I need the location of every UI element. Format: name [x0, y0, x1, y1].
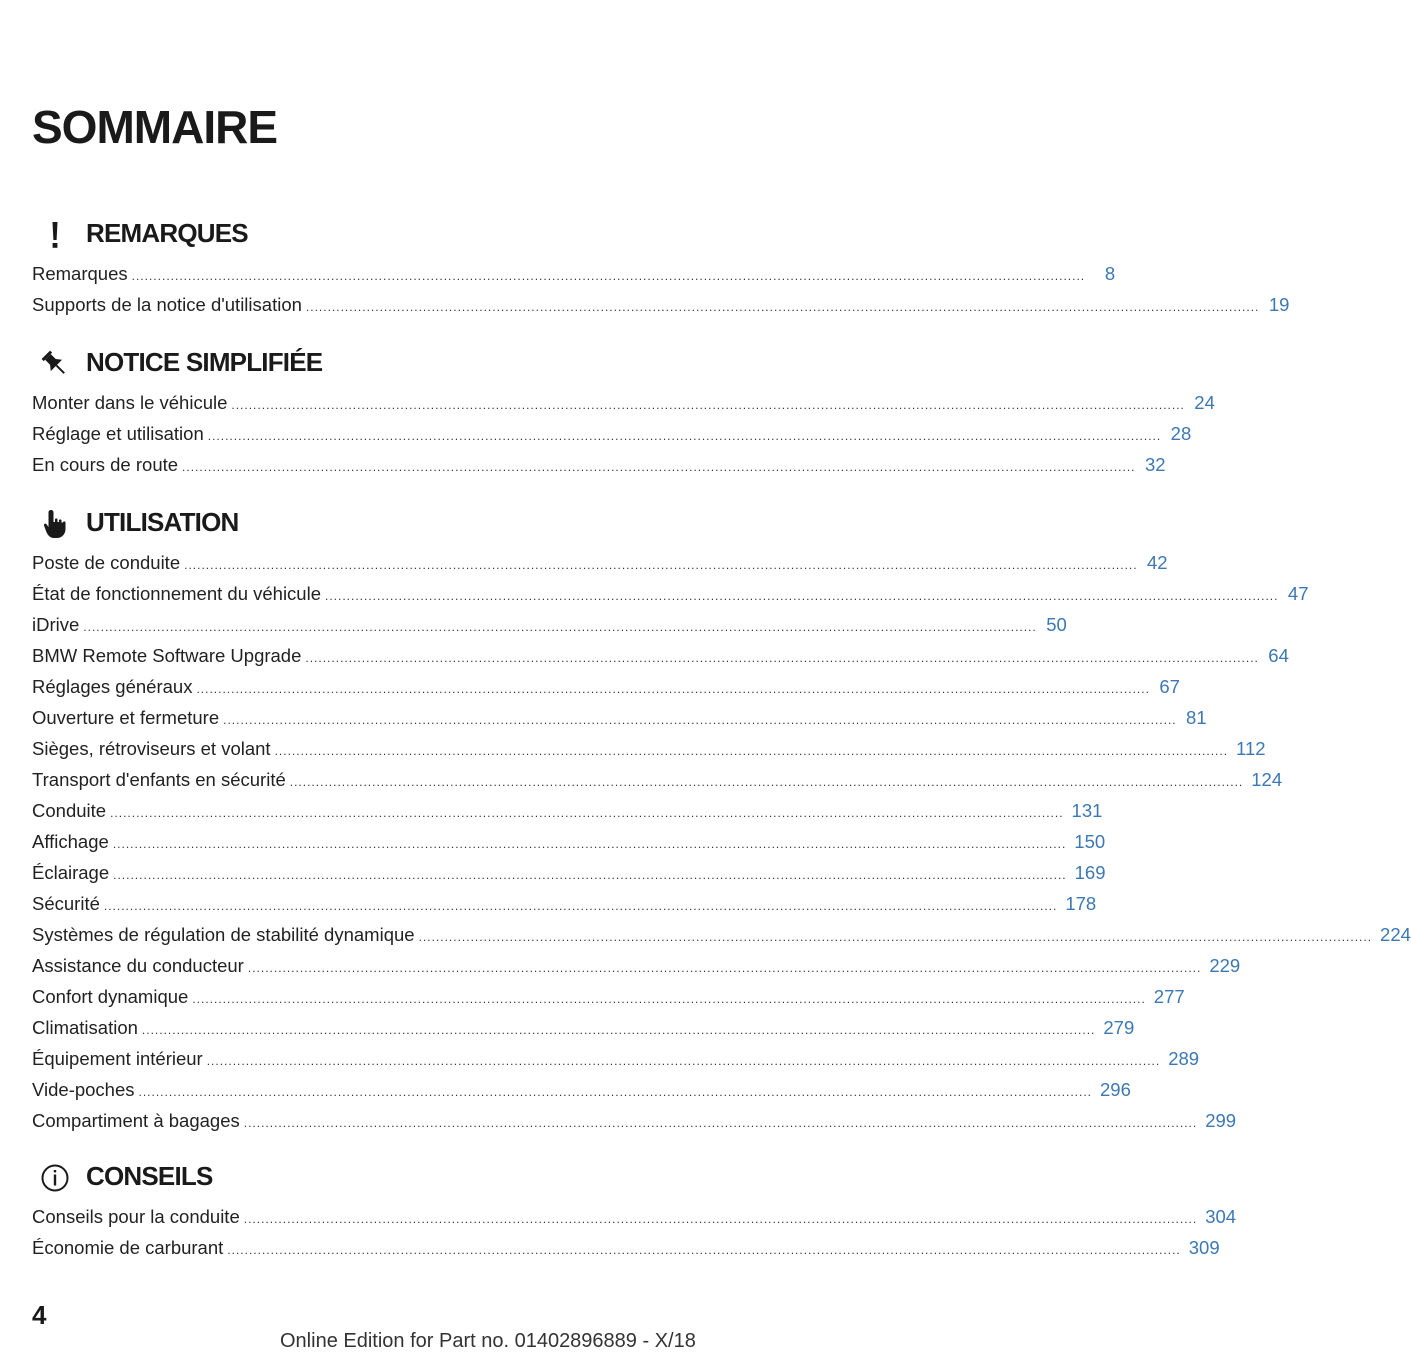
toc-entry-label: Assistance du conducteur — [32, 955, 244, 976]
toc-dot-leader: ............................................................................................................................................................................................................................ — [196, 682, 1150, 696]
toc-dot-leader: ............................................................................................................................................................................................................................ — [113, 868, 1067, 882]
toc-entry-label: Réglages généraux — [32, 676, 193, 697]
toc-entry[interactable] — [32, 258, 1116, 289]
toc-entry-label: Systèmes de régulation de stabilité dynamique — [32, 924, 415, 945]
section-header — [32, 343, 688, 387]
toc-dot-leader: ............................................................................................................................................................................................................................ — [112, 837, 1067, 851]
toc-dot-leader: ............................................................................................................................................................................................................................ — [227, 1243, 1181, 1257]
toc-dot-leader: ............................................................................................................................................................................................................................ — [305, 300, 1260, 314]
section-notice-simplifiee — [32, 343, 1215, 480]
toc-dot-leader: ............................................................................................................................................................................................................................ — [206, 1054, 1161, 1068]
toc-entry[interactable] — [32, 981, 1185, 1012]
toc-entry-page-link[interactable]: 309 — [1188, 1237, 1220, 1258]
toc-entry[interactable] — [32, 1074, 1131, 1105]
toc-entry-label: Supports de la notice d'utilisation — [32, 294, 302, 315]
toc-entry-label: Monter dans le véhicule — [32, 392, 228, 413]
toc-entry-page-link[interactable]: 8 — [1104, 263, 1116, 284]
toc-entry-label: Vide-poches — [32, 1079, 135, 1100]
toc-entry-label: Remarques — [32, 263, 128, 284]
toc-entry-label: Réglage et utilisation — [32, 423, 204, 444]
toc-entry[interactable] — [32, 888, 1097, 919]
toc-entry-page-link[interactable]: 178 — [1065, 893, 1097, 914]
toc-dot-leader: ............................................................................................................................................................................................................................ — [243, 1116, 1198, 1130]
section-title: NOTICE SIMPLIFIÉE — [86, 347, 323, 377]
toc-entry-page-link[interactable]: 50 — [1046, 614, 1067, 635]
toc-entry-label: Sécurité — [32, 893, 100, 914]
toc-entry-label: Équipement intérieur — [32, 1048, 203, 1069]
toc-entry-page-link[interactable]: 299 — [1205, 1110, 1237, 1131]
toc-entry-page-link[interactable]: 150 — [1074, 831, 1106, 852]
section-header — [32, 1157, 688, 1201]
toc-entry-page-link[interactable]: 67 — [1159, 676, 1180, 697]
toc-entry-label: État de fonctionnement du véhicule — [32, 583, 321, 604]
toc-entry-page-link[interactable]: 64 — [1268, 645, 1289, 666]
page-number: 4 — [32, 1300, 47, 1330]
toc-dot-leader: ............................................................................................................................................................................................................................ — [289, 775, 1244, 789]
toc-dot-leader: ............................................................................................................................................................................................................................ — [83, 620, 1037, 634]
toc-dot-leader: ............................................................................................................................................................................................................................ — [305, 651, 1259, 665]
toc-list — [32, 258, 1290, 320]
page-title: SOMMAIRE — [32, 101, 277, 153]
toc-entry[interactable] — [32, 609, 1067, 640]
toc-dot-leader: ............................................................................................................................................................................................................................ — [325, 589, 1279, 603]
toc-entry[interactable] — [32, 826, 1106, 857]
toc-entry-label: iDrive — [32, 614, 80, 635]
toc-entry-label: Compartiment à bagages — [32, 1110, 240, 1131]
toc-entry-label: Conseils pour la conduite — [32, 1206, 240, 1227]
toc-dot-leader: ............................................................................................................................................................................................................................ — [184, 558, 1138, 572]
info-circle-icon — [38, 1161, 72, 1195]
toc-entry-label: Transport d'enfants en sécurité — [32, 769, 286, 790]
toc-entry[interactable] — [32, 795, 1103, 826]
toc-entry[interactable] — [32, 671, 1180, 702]
toc-list — [32, 387, 1215, 480]
toc-entry[interactable] — [32, 449, 1166, 480]
toc-dot-leader: ............................................................................................................................................................................................................................ — [247, 961, 1202, 975]
toc-dot-leader: ............................................................................................................................................................................................................................ — [141, 1023, 1096, 1037]
toc-entry-page-link[interactable]: 81 — [1186, 707, 1207, 728]
toc-entry[interactable] — [32, 1105, 1237, 1136]
toc-entry[interactable] — [32, 1232, 1220, 1263]
toc-entry-page-link[interactable]: 112 — [1236, 738, 1266, 759]
toc-entry-page-link[interactable]: 124 — [1251, 769, 1283, 790]
toc-entry-page-link[interactable]: 169 — [1074, 862, 1106, 883]
toc-entry[interactable] — [32, 1201, 1237, 1232]
toc-entry[interactable] — [32, 919, 1411, 950]
toc-entry[interactable] — [32, 857, 1106, 888]
toc-dot-leader: ............................................................................................................................................................................................................................ — [192, 992, 1146, 1006]
footer-edition: Online Edition for Part no. 01402896889 - X/18 — [280, 1330, 696, 1352]
section-title: REMARQUES — [86, 218, 248, 248]
toc-entry-label: Sièges, rétroviseurs et volant — [32, 738, 271, 759]
toc-entry[interactable] — [32, 1043, 1200, 1074]
toc-entry-label: Conduite — [32, 800, 107, 821]
toc-entry[interactable] — [32, 764, 1283, 795]
section-remarques — [32, 214, 1290, 320]
toc-dot-leader: ............................................................................................................................................................................................................................ — [110, 806, 1064, 820]
exclamation-icon — [38, 218, 72, 252]
toc-dot-leader: ............................................................................................................................................................................................................................ — [274, 744, 1229, 758]
toc-entry-label: Éclairage — [32, 862, 110, 883]
toc-dot-leader: ............................................................................................................................................................................................................................ — [138, 1085, 1092, 1099]
toc-entry-label: Poste de conduite — [32, 552, 181, 573]
toc-dot-leader: ............................................................................................................................................................................................................................ — [223, 713, 1177, 727]
section-conseils — [32, 1157, 1237, 1263]
toc-dot-leader: ............................................................................................................................................................................................................................ — [207, 429, 1162, 443]
toc-list — [32, 1201, 1237, 1263]
section-header — [32, 503, 688, 547]
toc-entry[interactable] — [32, 547, 1168, 578]
toc-entry-page-link[interactable]: 32 — [1144, 454, 1166, 475]
toc-entry-label: BMW Remote Software Upgrade — [32, 645, 302, 666]
toc-entry-page-link[interactable]: 19 — [1268, 294, 1290, 315]
toc-dot-leader: ............................................................................................................................................................................................................................ — [243, 1212, 1198, 1226]
toc-entry-page-link[interactable]: 279 — [1103, 1017, 1135, 1038]
toc-entry[interactable] — [32, 1012, 1135, 1043]
toc-entry-page-link[interactable]: 42 — [1147, 552, 1168, 573]
toc-entry-page-link[interactable]: 304 — [1205, 1206, 1237, 1227]
section-header — [32, 214, 688, 258]
toc-entry-page-link[interactable]: 47 — [1287, 583, 1309, 604]
toc-dot-leader: ............................................................................................................................................................................................................................ — [131, 269, 1086, 283]
toc-dot-leader: ............................................................................................................................................................................................................................ — [231, 398, 1185, 412]
toc-entry[interactable] — [32, 387, 1215, 418]
toc-list — [32, 547, 1411, 1136]
toc-entry-page-link[interactable]: 28 — [1170, 423, 1192, 444]
toc-dot-leader: ............................................................................................................................................................................................................................ — [182, 460, 1136, 474]
toc-entry[interactable] — [32, 289, 1290, 320]
toc-entry-page-link[interactable]: 24 — [1194, 392, 1215, 413]
toc-entry[interactable] — [32, 640, 1289, 671]
toc-entry-page-link[interactable]: 224 — [1380, 924, 1411, 945]
toc-entry-page-link[interactable]: 131 — [1071, 800, 1103, 821]
toc-entry-label: Économie de carburant — [32, 1237, 224, 1258]
section-utilisation — [32, 503, 1411, 1136]
toc-entry-page-link[interactable]: 277 — [1153, 986, 1185, 1007]
toc-dot-leader: ............................................................................................................................................................................................................................ — [103, 899, 1058, 913]
toc-entry[interactable] — [32, 418, 1192, 449]
toc-dot-leader: ............................................................................................................................................................................................................................ — [418, 930, 1373, 944]
toc-entry-label: Ouverture et fermeture — [32, 707, 220, 728]
hand-pointer-icon — [38, 507, 72, 541]
section-title: CONSEILS — [86, 1161, 213, 1191]
toc-entry[interactable] — [32, 733, 1266, 764]
toc-entry[interactable] — [32, 702, 1207, 733]
section-title: UTILISATION — [86, 507, 239, 537]
toc-entry[interactable] — [32, 578, 1309, 609]
toc-entry[interactable] — [32, 950, 1241, 981]
toc-entry-label: Affichage — [32, 831, 109, 852]
toc-entry-page-link[interactable]: 296 — [1100, 1079, 1131, 1100]
toc-entry-page-link[interactable]: 229 — [1209, 955, 1241, 976]
toc-entry-label: Climatisation — [32, 1017, 138, 1038]
toc-entry-label: Confort dynamique — [32, 986, 189, 1007]
pushpin-icon — [38, 347, 72, 381]
toc-entry-page-link[interactable]: 289 — [1168, 1048, 1200, 1069]
toc-entry-label: En cours de route — [32, 454, 179, 475]
